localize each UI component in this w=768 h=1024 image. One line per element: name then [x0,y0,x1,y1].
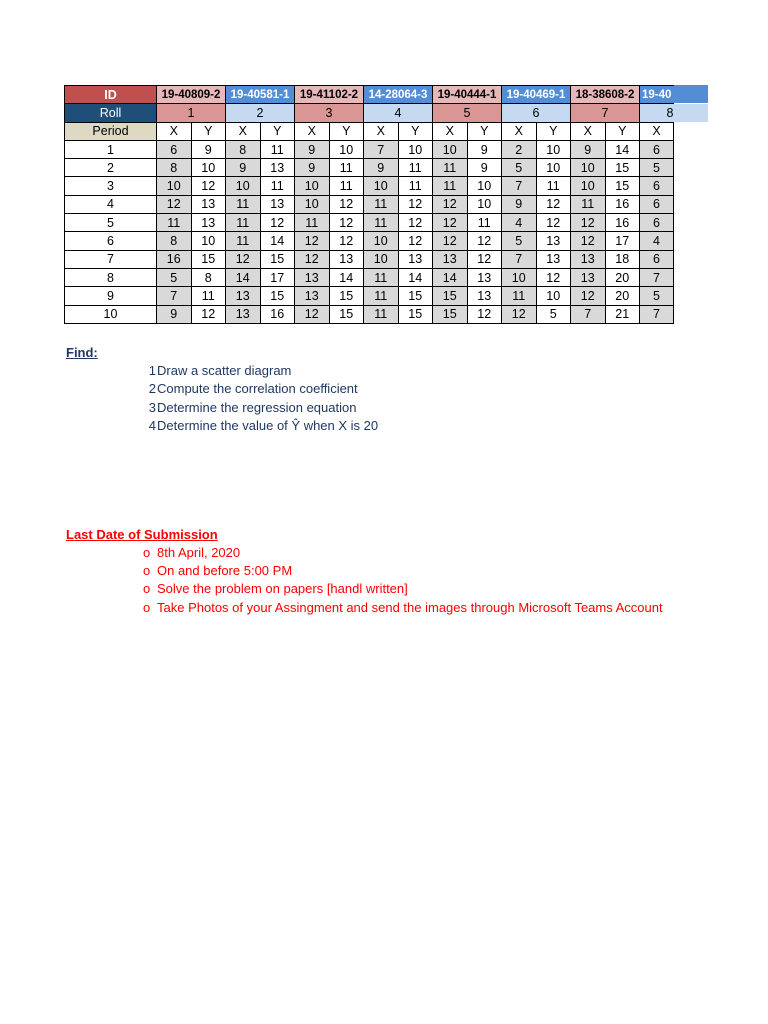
student-roll: 6 [502,104,571,122]
x-value: 9 [226,159,261,177]
x-value: 13 [571,268,606,286]
x-value: 6 [157,140,192,158]
y-value: 11 [398,159,433,177]
find-item-number: 4 [148,417,156,433]
y-value: 12 [398,195,433,213]
x-value: 11 [502,287,537,305]
y-value: 12 [191,177,226,195]
y-value: 12 [467,250,502,268]
table-row [65,250,674,268]
x-value: 7 [640,305,674,323]
x-value: 11 [364,287,399,305]
student-id: 19-40444-1 [433,86,502,104]
y-value: 17 [260,268,295,286]
submission-title: Last Date of Submission [66,527,218,542]
y-value: 12 [260,214,295,232]
x-value: 5 [640,159,674,177]
student-id: 19-40809-2 [157,86,226,104]
y-value: 12 [536,214,571,232]
y-value: 5 [536,305,571,323]
x-value: 12 [571,214,606,232]
y-header: Y [536,122,571,140]
x-header: X [502,122,537,140]
x-value: 10 [502,268,537,286]
submission-item [143,544,663,562]
y-value: 10 [191,159,226,177]
x-value: 14 [433,268,468,286]
submission-item-text: On and before 5:00 PM [157,563,293,579]
y-value: 15 [398,287,433,305]
bullet-icon: o [143,599,151,615]
y-value: 14 [398,268,433,286]
table-row [65,287,674,305]
student-id: 18-38608-2 [571,86,640,104]
y-value: 14 [329,268,364,286]
roll-row-tail [674,104,708,122]
student-roll: 8 [640,104,674,122]
x-value: 10 [157,177,192,195]
student-id: 14-28064-3 [364,86,433,104]
find-title: Find: [66,345,98,360]
y-value: 11 [536,177,571,195]
y-value: 12 [329,214,364,232]
x-value: 7 [571,305,606,323]
x-value: 4 [640,232,674,250]
period-cell: 9 [65,287,157,305]
x-value: 12 [571,232,606,250]
find-item-text: Determine the regression equation [157,399,357,415]
x-value: 9 [502,195,537,213]
x-value: 7 [502,250,537,268]
x-value: 12 [226,250,261,268]
x-value: 12 [571,287,606,305]
x-value: 11 [295,214,330,232]
y-value: 13 [398,250,433,268]
find-list [145,362,378,435]
y-value: 12 [536,268,571,286]
x-value: 11 [364,214,399,232]
y-value: 12 [191,305,226,323]
y-value: 13 [536,250,571,268]
y-value: 10 [329,140,364,158]
y-value: 11 [260,140,295,158]
x-value: 11 [226,232,261,250]
x-value: 7 [364,140,399,158]
y-value: 8 [191,268,226,286]
x-value: 12 [433,195,468,213]
submission-item-text: 8th April, 2020 [157,545,241,560]
submission-item [143,580,663,598]
submission-list [143,544,663,617]
submission-item [143,562,663,580]
x-value: 6 [640,195,674,213]
x-value: 12 [295,232,330,250]
y-value: 11 [191,287,226,305]
y-value: 13 [329,250,364,268]
x-header: X [226,122,261,140]
x-value: 6 [640,140,674,158]
x-value: 8 [157,159,192,177]
find-item-text: Compute the correlation coefficient [157,381,358,397]
x-value: 16 [157,250,192,268]
x-value: 12 [433,232,468,250]
x-value: 2 [502,140,537,158]
y-value: 10 [467,195,502,213]
x-value: 11 [364,305,399,323]
y-value: 15 [398,305,433,323]
find-item-number: 1 [148,363,156,378]
y-value: 12 [329,232,364,250]
x-header: X [364,122,399,140]
y-value: 16 [605,195,640,213]
period-cell: 3 [65,177,157,195]
x-value: 14 [226,268,261,286]
x-value: 9 [295,159,330,177]
x-value: 12 [157,195,192,213]
y-value: 11 [467,214,502,232]
y-value: 13 [467,268,502,286]
period-cell: 2 [65,159,157,177]
x-header: X [640,122,674,140]
period-label: Period [65,122,157,140]
x-value: 9 [157,305,192,323]
roll-row [65,104,674,122]
x-value: 12 [295,250,330,268]
x-value: 10 [571,177,606,195]
table-row [65,195,674,213]
x-value: 10 [295,195,330,213]
x-value: 5 [640,287,674,305]
y-value: 10 [398,140,433,158]
x-value: 13 [295,287,330,305]
x-value: 11 [226,195,261,213]
y-value: 10 [536,140,571,158]
y-value: 21 [605,305,640,323]
x-value: 5 [502,232,537,250]
period-cell: 5 [65,214,157,232]
data-table [64,85,674,324]
id-row [65,86,674,104]
y-value: 11 [329,177,364,195]
y-value: 20 [605,268,640,286]
table-row [65,214,674,232]
x-value: 12 [502,305,537,323]
y-value: 15 [260,250,295,268]
y-value: 9 [191,140,226,158]
table-row [65,232,674,250]
y-value: 15 [191,250,226,268]
x-value: 13 [226,305,261,323]
x-value: 10 [571,159,606,177]
period-cell: 1 [65,140,157,158]
x-value: 7 [157,287,192,305]
y-header: Y [467,122,502,140]
table-row [65,268,674,286]
x-value: 13 [571,250,606,268]
find-item-number: 3 [148,399,156,415]
id-row-tail [674,85,708,103]
x-value: 6 [640,177,674,195]
x-header: X [433,122,468,140]
x-header: X [295,122,330,140]
x-value: 11 [571,195,606,213]
x-value: 11 [226,214,261,232]
table-row [65,305,674,323]
x-value: 9 [295,140,330,158]
period-cell: 8 [65,268,157,286]
find-item-text: Draw a scatter diagram [157,363,292,378]
x-value: 15 [433,305,468,323]
x-value: 10 [226,177,261,195]
submission-item [143,599,663,617]
y-value: 13 [191,195,226,213]
y-header: Y [191,122,226,140]
student-id: 19-40 [640,86,674,104]
y-value: 9 [467,140,502,158]
id-label: ID [65,86,157,104]
y-value: 12 [467,232,502,250]
x-value: 6 [640,250,674,268]
x-header: X [157,122,192,140]
y-header: Y [260,122,295,140]
student-roll: 5 [433,104,502,122]
x-value: 4 [502,214,537,232]
y-value: 15 [329,305,364,323]
period-cell: 10 [65,305,157,323]
student-roll: 2 [226,104,295,122]
y-value: 9 [467,159,502,177]
x-value: 11 [433,177,468,195]
y-value: 12 [398,214,433,232]
x-value: 10 [364,250,399,268]
x-value: 13 [295,268,330,286]
find-item [145,362,378,380]
period-header-row [65,122,674,140]
x-value: 10 [295,177,330,195]
y-value: 15 [260,287,295,305]
y-value: 12 [329,195,364,213]
y-value: 13 [467,287,502,305]
x-value: 11 [157,214,192,232]
y-value: 12 [536,195,571,213]
y-header: Y [329,122,364,140]
y-value: 17 [605,232,640,250]
y-value: 11 [260,177,295,195]
roll-label: Roll [65,104,157,122]
student-roll: 4 [364,104,433,122]
y-value: 10 [191,232,226,250]
find-item-number: 2 [148,381,156,397]
student-roll: 7 [571,104,640,122]
x-value: 11 [364,268,399,286]
y-value: 14 [260,232,295,250]
find-item [145,380,378,398]
x-value: 11 [433,159,468,177]
x-value: 6 [640,214,674,232]
y-value: 20 [605,287,640,305]
y-value: 14 [605,140,640,158]
bullet-icon: o [143,545,151,560]
x-value: 11 [364,195,399,213]
x-value: 8 [157,232,192,250]
x-value: 7 [640,268,674,286]
x-value: 10 [364,232,399,250]
table-row [65,177,674,195]
student-roll: 1 [157,104,226,122]
y-value: 13 [260,159,295,177]
y-value: 12 [467,305,502,323]
y-value: 10 [536,159,571,177]
x-value: 8 [226,140,261,158]
y-value: 13 [536,232,571,250]
submission-item-text: Solve the problem on papers [handl written] [157,581,408,597]
x-value: 9 [571,140,606,158]
x-value: 5 [502,159,537,177]
table-row [65,140,674,158]
student-id: 19-40581-1 [226,86,295,104]
student-id: 19-41102-2 [295,86,364,104]
y-value: 15 [329,287,364,305]
x-value: 13 [433,250,468,268]
period-cell: 4 [65,195,157,213]
bullet-icon: o [143,563,151,579]
bullet-icon: o [143,581,151,597]
x-value: 12 [295,305,330,323]
y-value: 16 [605,214,640,232]
table-row [65,159,674,177]
y-value: 10 [536,287,571,305]
y-value: 10 [467,177,502,195]
x-value: 15 [433,287,468,305]
x-value: 7 [502,177,537,195]
x-header: X [571,122,606,140]
period-cell: 6 [65,232,157,250]
y-value: 11 [329,159,364,177]
x-value: 12 [433,214,468,232]
y-value: 16 [260,305,295,323]
find-item [145,399,378,417]
y-value: 13 [191,214,226,232]
period-cell: 7 [65,250,157,268]
y-header: Y [605,122,640,140]
x-value: 9 [364,159,399,177]
y-value: 15 [605,177,640,195]
x-value: 13 [226,287,261,305]
student-id: 19-40469-1 [502,86,571,104]
find-item-text: Determine the value of Ŷ when X is 20 [157,417,379,433]
student-roll: 3 [295,104,364,122]
x-value: 10 [364,177,399,195]
find-item [145,417,378,435]
x-value: 5 [157,268,192,286]
y-value: 18 [605,250,640,268]
x-value: 10 [433,140,468,158]
y-value: 11 [398,177,433,195]
y-value: 13 [260,195,295,213]
y-value: 15 [605,159,640,177]
submission-item-text: Take Photos of your Assingment and send the images through Microsoft Teams Account [157,599,663,615]
y-value: 12 [398,232,433,250]
y-header: Y [398,122,433,140]
